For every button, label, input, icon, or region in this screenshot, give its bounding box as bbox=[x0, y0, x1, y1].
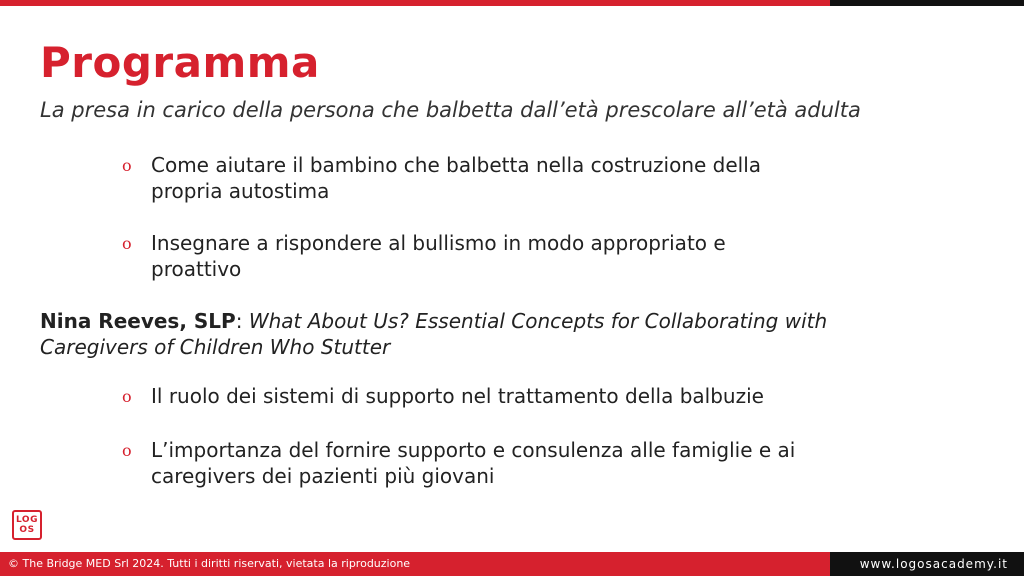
talk-title: What About Us? Essential Concepts for Collaborating with Caregivers of Children Who Stutter bbox=[40, 309, 828, 359]
logo-line-2: OS bbox=[19, 525, 35, 535]
bullet-circle-icon: o bbox=[122, 441, 132, 460]
bullet-list-1 bbox=[122, 152, 822, 282]
footer-website: www.logosacademy.it bbox=[830, 552, 1024, 576]
bullet-text: L’importanza del fornire supporto e consulenza alle famiglie e ai caregivers dei pazienti più giovani bbox=[151, 438, 796, 488]
bullet-list-2 bbox=[122, 383, 862, 489]
bullet-text: Il ruolo dei sistemi di supporto nel trattamento della balbuzie bbox=[151, 384, 764, 408]
list-item bbox=[122, 230, 822, 282]
slide-title: Programma bbox=[40, 38, 320, 87]
speaker-name: Nina Reeves, SLP bbox=[40, 309, 236, 333]
bullet-circle-icon: o bbox=[122, 156, 132, 175]
speaker-separator: : bbox=[235, 309, 249, 333]
bullet-circle-icon: o bbox=[122, 387, 132, 406]
bullet-text: Insegnare a rispondere al bullismo in modo appropriato e proattivo bbox=[151, 231, 726, 281]
list-item bbox=[122, 152, 822, 204]
top-dark-bar bbox=[830, 0, 1024, 6]
list-item bbox=[122, 383, 862, 411]
list-item bbox=[122, 437, 862, 489]
top-accent-bar bbox=[0, 0, 830, 6]
bullet-circle-icon: o bbox=[122, 234, 132, 253]
bullet-text: Come aiutare il bambino che balbetta nella costruzione della propria autostima bbox=[151, 153, 762, 203]
footer-copyright: © The Bridge MED Srl 2024. Tutti i diritti riservati, vietata la riproduzione bbox=[0, 552, 830, 576]
speaker-line bbox=[40, 308, 900, 360]
slide-subtitle: La presa in carico della persona che balbetta dall’età prescolare all’età adulta bbox=[40, 98, 861, 122]
logo-line-1: LOG bbox=[16, 515, 38, 525]
logos-logo bbox=[12, 510, 42, 540]
